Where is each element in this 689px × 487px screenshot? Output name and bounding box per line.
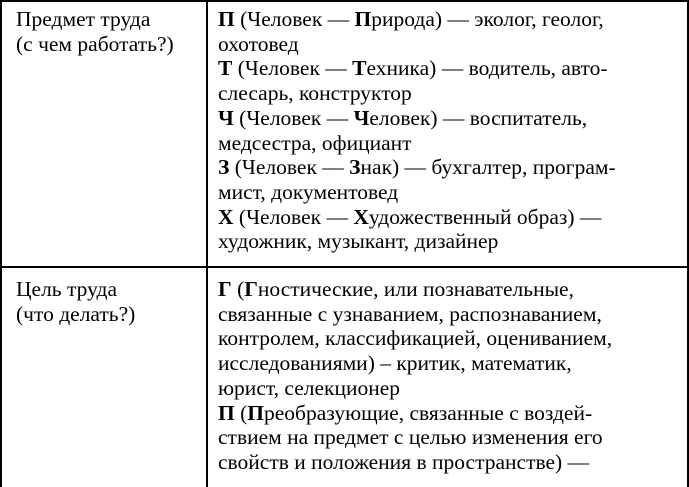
category-line: охотовед [218, 31, 299, 56]
row-1-right-cell [218, 7, 616, 254]
category-line: юрист, селекционер [218, 375, 401, 400]
category-line: связанные с узнаванием, распознаванием, [218, 301, 602, 326]
category-line: Ч (Человек — Человек) — воспитатель, [218, 105, 588, 130]
row-2-left-cell [16, 277, 135, 326]
row-1-left-line: (с чем работать?) [16, 31, 174, 56]
category-line: свойств и положения в пространстве) — [218, 449, 590, 474]
category-line: Г (Гностические, или познавательные, [218, 277, 574, 301]
category-line: Х (Человек — Художественный образ) — [218, 204, 602, 229]
row-1-left-line: Предмет труда [16, 7, 151, 31]
row-1-left-cell [16, 7, 174, 56]
category-line: З (Человек — Знак) — бухгалтер, програм- [218, 155, 616, 180]
row-2-right-cell [218, 277, 612, 475]
row-2-left-line: (что делать?) [16, 301, 136, 326]
category-line: исследованиями) – критик, математик, [218, 351, 572, 376]
category-line: П (Человек — Природа) — эколог, геолог, [218, 7, 604, 31]
category-line: П (Преобразующие, связанные с воздей- [218, 400, 593, 425]
category-line: медсестра, официант [218, 130, 412, 155]
table-left-border [0, 0, 2, 487]
table-top-border [0, 0, 689, 2]
row-divider [0, 266, 689, 268]
category-line: мист, документовед [218, 179, 399, 204]
category-line: слесарь, конструктор [218, 81, 412, 106]
column-divider [206, 0, 208, 487]
row-2-left-line: Цель труда [16, 277, 117, 301]
category-line: ствием на предмет с целью изменения его [218, 425, 603, 450]
category-line: художник, музыкант, дизайнер [218, 229, 499, 254]
category-line: контролем, классификацией, оцениванием, [218, 326, 613, 351]
category-line: Т (Человек — Техника) — водитель, авто- [218, 56, 608, 81]
